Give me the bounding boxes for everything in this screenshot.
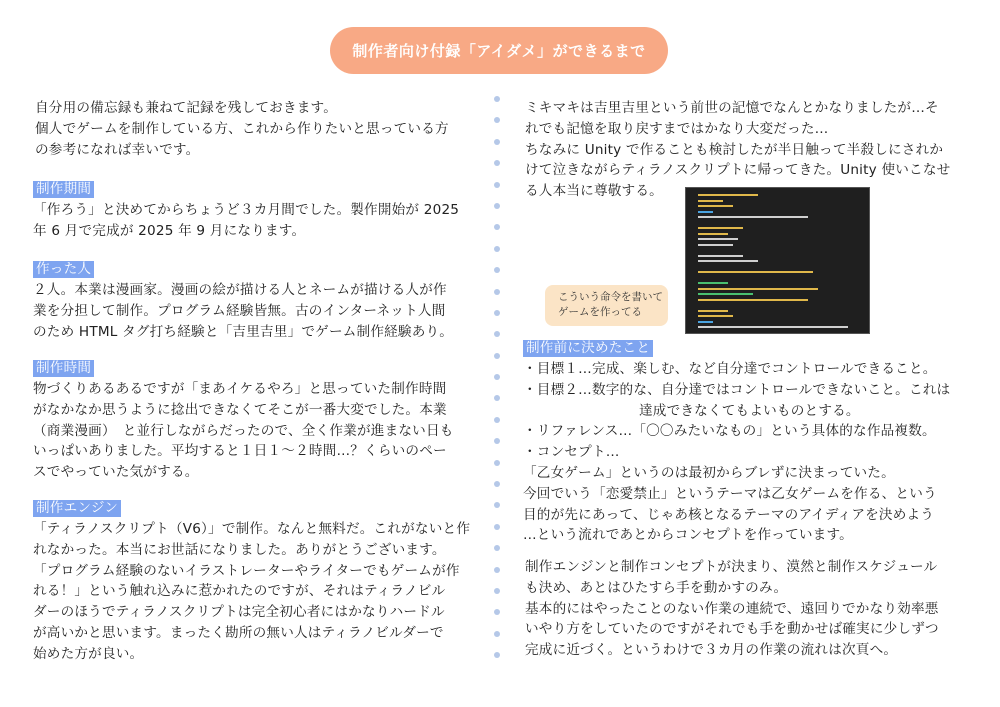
divider-dot (494, 588, 500, 594)
divider-dot (494, 374, 500, 380)
divider-dot (494, 139, 500, 145)
text-line: の参考になれば幸いです。 (35, 141, 200, 158)
divider-dot (494, 331, 500, 337)
divider-dot (494, 267, 500, 273)
text-line: ダーのほうでティラノスクリプトは完全初心者にはかなりハードル (33, 604, 445, 621)
divider-dot (494, 524, 500, 530)
code-screenshot-image (685, 187, 870, 334)
divider-dot (494, 438, 500, 444)
divider-dot (494, 567, 500, 573)
section-heading: 制作期間 (33, 181, 94, 198)
text-line: 「乙女ゲーム」というのは最初からブレずに決まっていた。 (523, 464, 895, 481)
text-line: けて泣きながらティラノスクリプトに帰ってきた。Unity 使いこなせ (525, 162, 951, 179)
section-decided-before (523, 338, 950, 546)
section-heading: 制作時間 (33, 360, 94, 377)
right-outro (525, 557, 939, 661)
divider-dot (494, 502, 500, 508)
divider-dot (494, 289, 500, 295)
divider-dot (494, 545, 500, 551)
divider-dot (494, 310, 500, 316)
text-line: 物づくりあるあるですが「まあイケるやろ」と思っていた制作時間 (33, 381, 447, 397)
text-line: 年 6 月で完成が 2025 年 9 月になります。 (33, 222, 306, 239)
section-creators (33, 259, 453, 342)
list-item: ・目標２…数字的な、自分達ではコントロールできないこと。これは (523, 381, 951, 398)
divider-dot (494, 246, 500, 252)
text-line: 「ティラノスクリプト（V6）」で制作。なんと無料だ。これがないと作 (33, 521, 471, 537)
text-line: がなかなか思うように捻出できなくてそこが一番大変でした。本業 (33, 401, 447, 418)
divider-dot (494, 417, 500, 423)
caption-note (545, 285, 668, 326)
code-line (698, 216, 808, 218)
list-item: ・コンセプト… (523, 444, 620, 461)
divider-dot (494, 117, 500, 123)
text-line: 「プログラム経験のないイラストレーターやライターでもゲームが作 (33, 562, 460, 579)
code-line (698, 255, 743, 257)
left-intro (35, 98, 449, 160)
divider-dot (494, 182, 500, 188)
section-production-time (33, 358, 454, 483)
text-line: 制作エンジンと制作コンセプトが決まり、漠然と制作スケジュール (525, 559, 938, 575)
text-line: 業を分担して制作。プログラム経験皆無。古のインターネット人間 (33, 302, 446, 319)
code-line (698, 326, 848, 328)
code-line (698, 271, 813, 273)
code-line (698, 282, 728, 284)
divider-dot (494, 224, 500, 230)
list-item-continuation: 達成できなくてもよいものとする。 (639, 402, 860, 419)
text-line: 自分用の備忘録も兼ねて記録を残しておきます。 (35, 100, 338, 116)
text-line: …という流れであとからコンセプトを作っています。 (523, 527, 853, 544)
code-line (698, 238, 738, 240)
code-line (698, 211, 713, 213)
section-engine (33, 498, 470, 665)
text-line: 今回でいう「恋愛禁止」というテーマは乙女ゲームを作る、という (523, 485, 937, 502)
divider-dot (494, 609, 500, 615)
divider-dot (494, 460, 500, 466)
divider-dot (494, 203, 500, 209)
text-line: ちなみに Unity で作ることも検討したが半日触って半殺しにされか (525, 141, 944, 158)
code-line (698, 293, 753, 295)
code-line (698, 288, 818, 290)
text-line: れる！」という触れ込みに惹かれたのですが、それはティラノビル (33, 583, 446, 600)
text-line: スでやっていた気がする。 (33, 464, 199, 481)
column-divider-dots (494, 96, 501, 674)
divider-dot (494, 631, 500, 637)
text-line: れでも記憶を取り戻すまではかなり大変だった… (525, 120, 829, 137)
code-line (698, 321, 713, 323)
text-line: 基本的にはやったことのない作業の連続で、遠回りでかなり効率悪 (525, 600, 939, 617)
divider-dot (494, 652, 500, 658)
caption-line: こういう命令を書いて (558, 291, 663, 303)
code-line (698, 200, 723, 202)
divider-dot (494, 160, 500, 166)
text-line: いっぱいありました。平均すると１日１～２時間…？くらいのペー (33, 443, 447, 460)
list-item: ・リファレンス…「〇〇みたいなもの」という具体的な作品複数。 (523, 423, 936, 440)
text-line: 完成に近づく。というわけで３カ月の作業の流れは次頁へ。 (525, 642, 898, 659)
text-line: （商業漫画） と並行しながらだったので、全く作業が進まない日も (33, 422, 454, 439)
section-production-period (33, 179, 459, 242)
page-title: 制作者向け付録「アイダメ」ができるまで (330, 27, 668, 74)
text-line: ミキマキは吉里吉里という前世の記憶でなんとかなりましたが…そ (525, 100, 939, 116)
divider-dot (494, 96, 500, 102)
code-line (698, 233, 728, 235)
text-line: いやり方をしていたのですがそれでも手を動かせば確実に少しずつ (525, 621, 939, 638)
text-line: 個人でゲームを制作している方、これから作りたいと思っている方 (35, 120, 449, 137)
caption-line: ゲームを作ってる (558, 306, 642, 318)
section-heading: 制作エンジン (33, 500, 121, 517)
code-line (698, 227, 743, 229)
code-line (698, 194, 758, 196)
list-item: ・目標１…完成、楽しむ、など自分達でコントロールできること。 (523, 361, 937, 377)
text-line: 始めた方が良い。 (33, 645, 144, 662)
text-line: のため HTML タグ打ち経験と「吉里吉里」でゲーム制作経験あり。 (33, 323, 454, 340)
code-line (698, 315, 733, 317)
divider-dot (494, 395, 500, 401)
section-heading: 作った人 (33, 261, 94, 278)
text-line: ２人。本業は漫画家。漫画の絵が描ける人とネームが描ける人が作 (33, 282, 447, 298)
text-line: が高いかと思います。まったく勘所の無い人はティラノビルダーで (33, 624, 444, 641)
code-line (698, 244, 733, 246)
code-line (698, 205, 733, 207)
code-line (698, 310, 728, 312)
divider-dot (494, 481, 500, 487)
code-line (698, 260, 758, 262)
text-line: 目的が先にあって、じゃあ核となるテーマのアイディアを決めよう (523, 506, 935, 523)
text-line: 「作ろう」と決めてからちょうど３カ月間でした。製作開始が 2025 (33, 202, 460, 218)
divider-dot (494, 353, 500, 359)
text-line: る人本当に尊敬する。 (525, 183, 663, 200)
code-line (698, 299, 808, 301)
section-heading: 制作前に決めたこと (523, 340, 653, 357)
text-line: れなかった。本当にお世話になりました。ありがとうございます。 (33, 541, 446, 558)
text-line: も決め、あとはひたすら手を動かすのみ。 (525, 579, 788, 596)
